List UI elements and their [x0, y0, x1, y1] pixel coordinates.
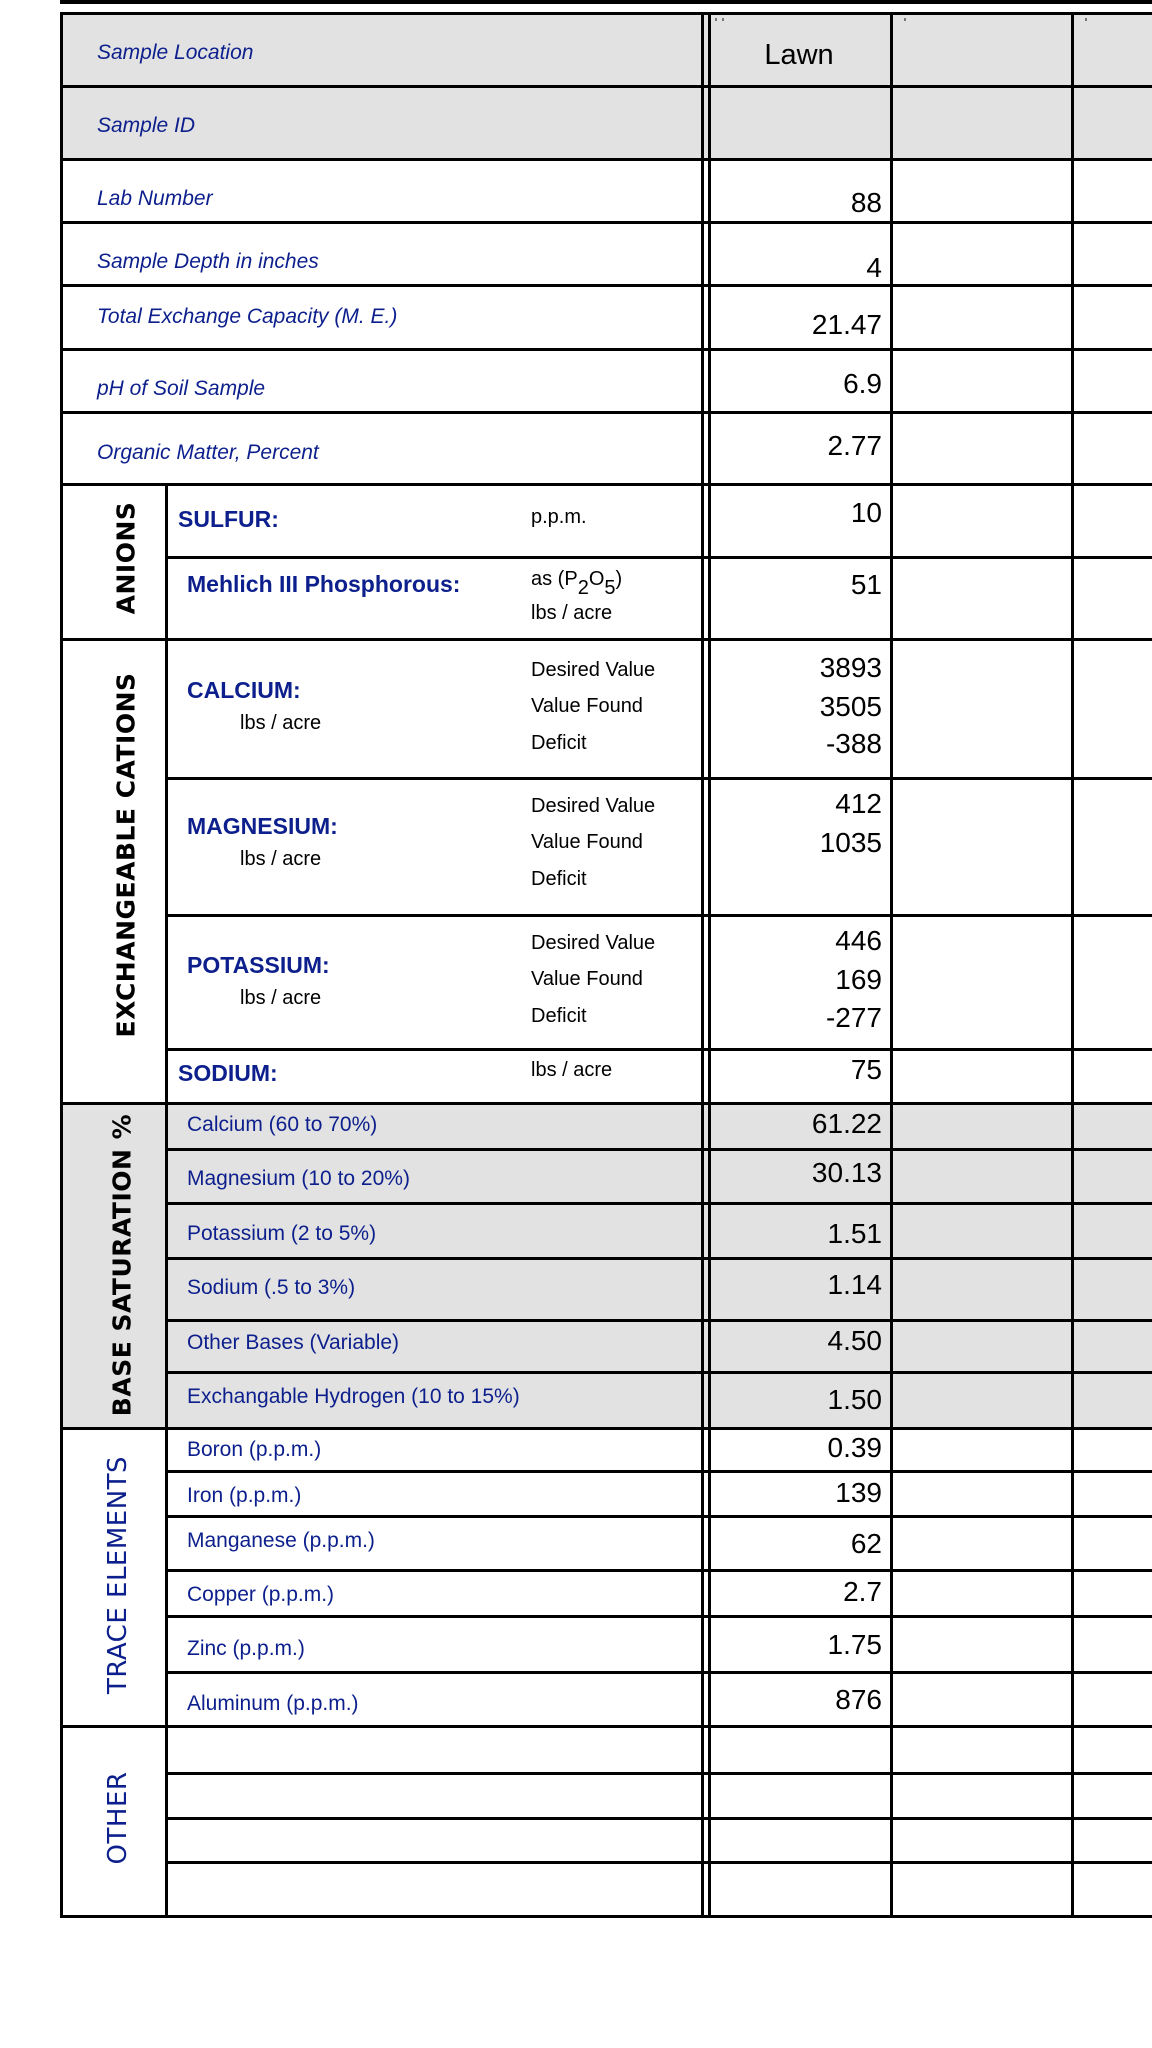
- trace-aluminum-label: Aluminum (p.p.m.): [187, 1692, 359, 1715]
- calcium-label: CALCIUM:: [187, 677, 301, 703]
- ph-label: pH of Soil Sample: [97, 377, 266, 400]
- row-rule: [165, 1319, 1152, 1322]
- row-rule: [165, 1671, 1152, 1674]
- soil-report-table: [60, 12, 1152, 1918]
- row-rule: [165, 1470, 1152, 1473]
- base-sat-magnesium-label: Magnesium (10 to 20%): [187, 1167, 410, 1190]
- sulfur-value: 10: [850, 497, 882, 528]
- trace-boron-label: Boron (p.p.m.): [187, 1438, 322, 1461]
- sulfur-unit: p.p.m.: [531, 506, 587, 528]
- section-rule: [60, 1102, 1152, 1105]
- row-rule: [165, 1861, 1152, 1864]
- calcium-desired-label: Desired Value: [531, 659, 656, 681]
- row-rule: [165, 556, 1152, 559]
- potassium-deficit-label: Deficit: [531, 1005, 587, 1027]
- divider-col-3: [1071, 12, 1074, 1918]
- magnesium-unit: lbs / acre: [240, 848, 322, 870]
- trace-boron-value: 0.39: [827, 1432, 882, 1463]
- row-rule: [165, 1202, 1152, 1205]
- trace-copper-value: 2.7: [843, 1576, 882, 1607]
- potassium-deficit-value: -277: [825, 1002, 882, 1033]
- potassium-unit: lbs / acre: [240, 987, 322, 1009]
- base-sat-other-bases-label: Other Bases (Variable): [187, 1331, 400, 1354]
- base-sat-hydrogen-label: Exchangable Hydrogen (10 to 15%): [187, 1385, 520, 1408]
- other-section-label: OTHER: [103, 1771, 133, 1865]
- row-rule: [60, 411, 1152, 414]
- phosphorous-unit-sub-5: 5: [604, 577, 616, 599]
- row-rule: [165, 1569, 1152, 1572]
- trace-manganese-label: Manganese (p.p.m.): [187, 1529, 375, 1552]
- magnesium-label: MAGNESIUM:: [187, 813, 338, 839]
- lab-number-value: 88: [850, 187, 882, 218]
- top-rule: [60, 0, 1152, 4]
- calcium-unit: lbs / acre: [240, 712, 322, 734]
- row-rule: [60, 158, 1152, 161]
- tec-value: 21.47: [811, 309, 882, 340]
- sample-id-label: Sample ID: [97, 114, 196, 137]
- phosphorous-label: Mehlich III Phosphorous:: [187, 571, 461, 597]
- calcium-found-label: Value Found: [531, 695, 643, 717]
- row-rule: [165, 1817, 1152, 1820]
- base-sat-other-bases-value: 4.50: [827, 1325, 882, 1356]
- sodium-label: SODIUM:: [178, 1060, 278, 1086]
- potassium-desired-label: Desired Value: [531, 932, 656, 954]
- phosphorous-unit-suffix: ): [615, 568, 623, 590]
- magnesium-desired-value: 412: [835, 788, 882, 819]
- row-rule: [165, 1615, 1152, 1618]
- row-rule: [60, 483, 1152, 486]
- calcium-desired-value: 3893: [819, 652, 882, 683]
- base-sat-calcium-label: Calcium (60 to 70%): [187, 1113, 378, 1136]
- base-sat-potassium-label: Potassium (2 to 5%): [187, 1222, 377, 1245]
- calcium-deficit-label: Deficit: [531, 732, 587, 754]
- magnesium-found-label: Value Found: [531, 831, 643, 853]
- ph-value: 6.9: [843, 368, 882, 399]
- row-rule: [165, 1148, 1152, 1151]
- row-rule: [165, 914, 1152, 917]
- corner-mark: [904, 18, 906, 21]
- divider-col-2: [890, 12, 893, 1918]
- magnesium-found-value: 1035: [819, 827, 882, 858]
- trace-aluminum-value: 876: [835, 1684, 882, 1715]
- corner-mark: [722, 18, 724, 21]
- section-rule: [60, 638, 1152, 641]
- sample-depth-value: 4: [866, 252, 882, 283]
- row-rule: [165, 1515, 1152, 1518]
- phosphorous-unit-prefix: as (P: [531, 568, 578, 590]
- trace-elements-section-label: TRACE ELEMENTS: [103, 1455, 133, 1695]
- trace-zinc-value: 1.75: [827, 1629, 882, 1660]
- om-value: 2.77: [827, 430, 882, 461]
- top-border: [60, 12, 1152, 15]
- corner-mark: [715, 18, 717, 21]
- cations-section-label: EXCHANGEABLE CATIONS: [111, 672, 141, 1038]
- base-sat-hydrogen-value: 1.50: [827, 1384, 882, 1415]
- row-rule: [165, 1048, 1152, 1051]
- phosphorous-unit: [531, 568, 622, 599]
- row-rule: [60, 85, 1152, 88]
- base-sat-magnesium-value: 30.13: [811, 1157, 882, 1188]
- corner-mark: [1085, 18, 1087, 21]
- lab-number-label: Lab Number: [97, 187, 213, 210]
- trace-manganese-value: 62: [850, 1528, 882, 1559]
- divider-label-value-a: [701, 12, 704, 1918]
- bottom-border: [60, 1915, 1152, 1918]
- trace-copper-label: Copper (p.p.m.): [187, 1583, 335, 1606]
- magnesium-deficit-label: Deficit: [531, 868, 587, 890]
- base-sat-calcium-value: 61.22: [811, 1108, 882, 1139]
- trace-iron-label: Iron (p.p.m.): [187, 1484, 302, 1507]
- sodium-unit: lbs / acre: [531, 1059, 613, 1081]
- phosphorous-unit-sub-2: 2: [577, 577, 589, 599]
- potassium-desired-value: 446: [835, 925, 882, 956]
- sample-location-label: Sample Location: [97, 41, 254, 64]
- row-rule: [60, 221, 1152, 224]
- tec-label: Total Exchange Capacity (M. E.): [97, 305, 398, 328]
- row-rule: [165, 1257, 1152, 1260]
- base-sat-sodium-value: 1.14: [827, 1269, 882, 1300]
- phosphorous-value: 51: [850, 569, 882, 600]
- left-border: [60, 12, 63, 1918]
- sodium-value: 75: [850, 1054, 882, 1085]
- anions-section-label: ANIONS: [111, 501, 141, 615]
- calcium-deficit-value: -388: [825, 728, 882, 759]
- phosphorous-unit-mid: O: [588, 568, 605, 590]
- row-rule: [165, 1772, 1152, 1775]
- sample-depth-label: Sample Depth in inches: [97, 250, 319, 273]
- row-rule: [165, 777, 1152, 780]
- base-sat-sodium-label: Sodium (.5 to 3%): [187, 1276, 356, 1299]
- base-saturation-section-label: BASE SATURATION %: [107, 1113, 137, 1417]
- magnesium-desired-label: Desired Value: [531, 795, 656, 817]
- sulfur-label: SULFUR:: [178, 506, 279, 532]
- section-rule: [60, 1725, 1152, 1728]
- section-label-divider: [165, 484, 168, 1918]
- potassium-label: POTASSIUM:: [187, 952, 330, 978]
- row-rule: [60, 284, 1152, 287]
- trace-iron-value: 139: [835, 1477, 882, 1508]
- row-rule: [165, 1371, 1152, 1374]
- section-rule: [60, 1427, 1152, 1430]
- sample-id-shade: [60, 87, 1152, 159]
- trace-zinc-label: Zinc (p.p.m.): [187, 1637, 305, 1660]
- base-sat-potassium-value: 1.51: [827, 1218, 882, 1249]
- calcium-found-value: 3505: [819, 691, 882, 722]
- row-rule: [60, 348, 1152, 351]
- om-label: Organic Matter, Percent: [97, 441, 319, 464]
- sample-location-value: Lawn: [764, 39, 834, 71]
- phosphorous-unit-line2: lbs / acre: [531, 602, 613, 624]
- potassium-found-value: 169: [835, 964, 882, 995]
- potassium-found-label: Value Found: [531, 968, 643, 990]
